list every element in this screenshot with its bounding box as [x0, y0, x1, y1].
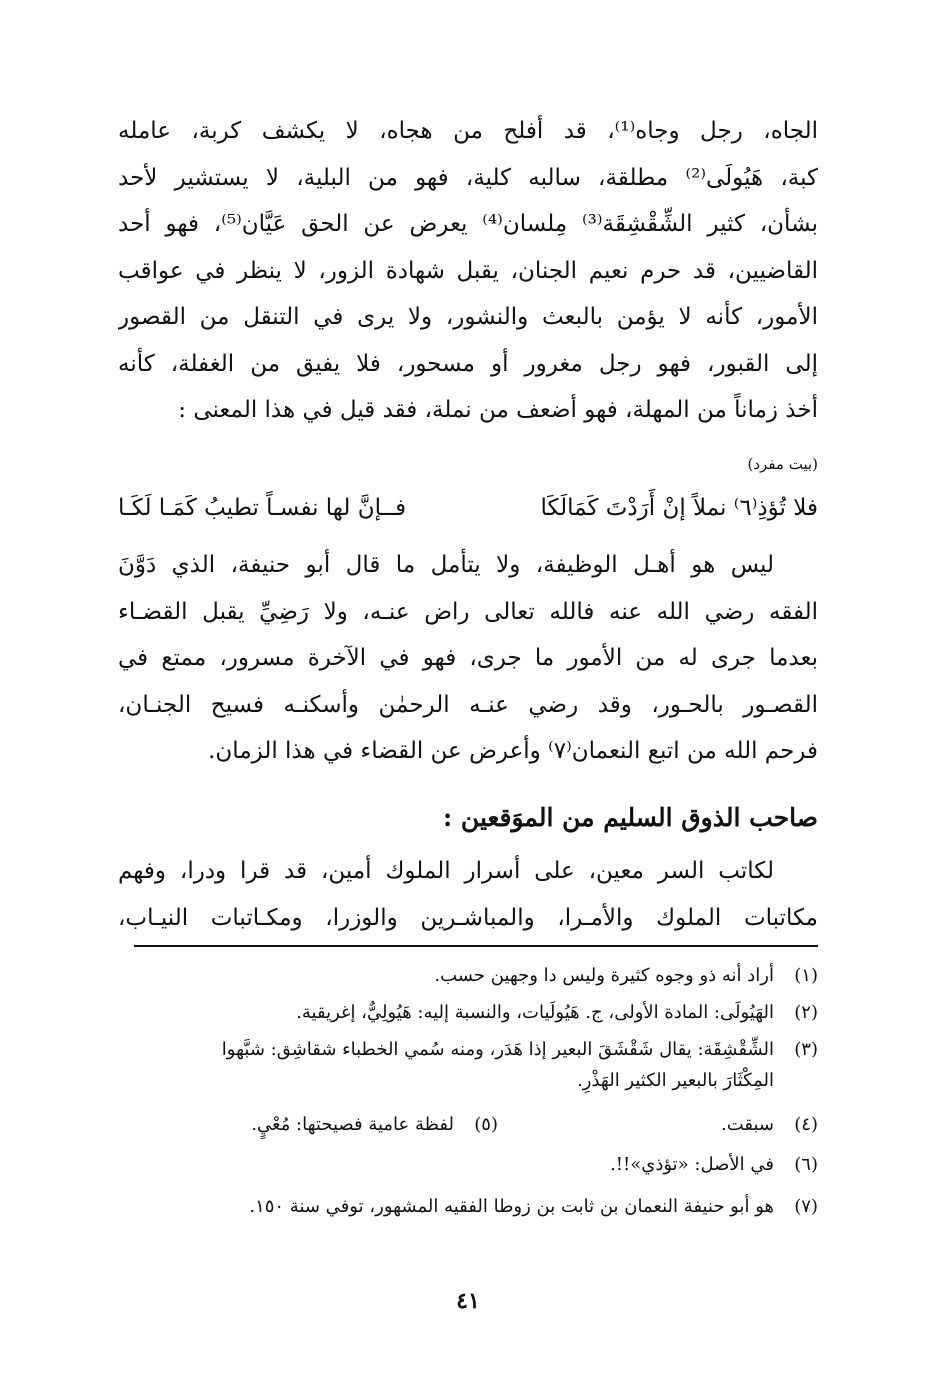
third-paragraph	[118, 848, 818, 941]
footnote-text: لفظة عامية فصيحتها: مُعْيٍ.	[251, 1114, 454, 1135]
text-line: فرحم الله من اتبع النعمان⁽٧⁾ وأعرض عن القضاء في هذا الزمان.	[208, 738, 818, 764]
footnote-text: هو أبو حنيفة النعمان بن ثابت بن زوطا الفقيه المشهور، توفي سنة ١٥٠.	[249, 1196, 774, 1217]
footnote-separator	[134, 945, 818, 947]
verse-meter-label: (بيت مفرد)	[747, 455, 818, 473]
footnote-number: (٢)	[794, 1002, 818, 1023]
footnote-7	[118, 1191, 818, 1222]
page-number: ٤١	[456, 1288, 480, 1314]
footnote-number: (٤)	[794, 1114, 818, 1135]
footnote-6	[118, 1149, 818, 1180]
footnote-4	[498, 1109, 818, 1140]
footnote-5	[251, 1109, 498, 1140]
text-line: مكاتبات الملوك والأمـرا، والمباشـرين والوزرا، ومكـاتبات النيـاب،	[118, 904, 818, 931]
footnote-number: (٣)	[794, 1039, 818, 1060]
footnote-number: (٧)	[794, 1196, 818, 1217]
footnote-text: أراد أنه ذو وجوه كثيرة وليس دا وجهين حسب.	[434, 965, 774, 986]
footnote-2	[118, 997, 818, 1028]
footnote-text: في الأصل: «تؤذي»!!.	[610, 1154, 774, 1175]
text-line: لكاتب السر معين، على أسرار الملوك أمين، قد قرا ودرا، وفهم	[118, 858, 774, 884]
footnotes	[118, 960, 818, 1222]
poetry-verse	[118, 486, 818, 530]
footnote-3	[118, 1034, 818, 1065]
footnote-text: سبقت.	[720, 1114, 774, 1135]
text-line: بشأن، كثير الشِّقْشِقَة⁽³⁾ مِلسان⁽⁴⁾ يعرض عن الحق عَيَّان⁽⁵⁾، فهو أحد	[118, 211, 818, 237]
text-line: كبة، هَيُولَى⁽²⁾ مطلقة، سالبه كلية، فهو من البلية، لا يستشير لأحد	[118, 164, 818, 191]
footnote-number: (٦)	[794, 1154, 818, 1175]
top-paragraph	[118, 108, 818, 434]
text-line: إلى القبور، فهو رجل مغرور أو مسحور، فلا يفيق من الغفلة، كأنه	[118, 350, 818, 377]
text-line: ليس هو أهـل الوظيفة، ولا يتأمل ما قال أبو حنيفة، الذي دَوَّنَ	[118, 552, 774, 578]
text-line: القصـور بالحـور، وقد رضي عنـه الرحمٰن وأسكنـه فسيح الجنـان،	[118, 691, 818, 718]
text-line: أخذ زماناً من المهلة، فهو أضعف من نملة، فقد قيل في هذا المعنى :	[178, 397, 818, 423]
footnote-text: المِكْثَارَ بالبعير الكثير الهَذْرِ.	[577, 1070, 774, 1091]
footnote-3-continuation	[118, 1065, 818, 1099]
text-line: القاضيين، قد حرم نعيم الجنان، يقبل شهادة الزور، لا ينظر في عواقب	[118, 257, 818, 284]
footnote-1	[118, 960, 818, 991]
verse-second-hemistich: فــإنَّ لها نفسـاً تطيبُ كَمَـا لَكَـا	[118, 495, 407, 521]
text-line: الأمور، كأنه لا يؤمن بالبعث والنشور، ولا يرى في التنقل من القصور	[118, 304, 818, 330]
text-line: الجاه، رجل وجاه⁽¹⁾، قد أفلح من هجاه، لا يكشف كربة، عامله	[118, 118, 818, 144]
section-heading: صاحب الذوق السليم من الموَقعين :	[442, 803, 818, 832]
verse-first-hemistich: فلا تُؤذِ⁽٦⁾ نملاً إنْ أَرَدْتَ كَمَالَكَا	[540, 495, 818, 521]
text-line: بعدما جرى له من الأمور ما جرى، فهو في الآخرة مسرور، ممتع في	[118, 645, 818, 671]
footnote-number: (٥)	[474, 1114, 498, 1135]
second-paragraph	[118, 542, 818, 775]
footnote-number: (١)	[794, 965, 818, 986]
text-line: الفقه رضي الله عنه فالله تعالى راض عنـه، ولا رَضِيِّ يقبل القضـاء	[118, 598, 818, 625]
footnote-text: الهَيُولَى: المادة الأولى، ج. هَيُولَيات، والنسبة إليه: هَيُولِيٌّ، إغريقية.	[296, 1002, 774, 1023]
footnote-text: الشِّقْشِقَة: يقال شَقْشَقَ البعير إذا هَدَر، ومنه سُمي الخطباء شقاشِق: شبَّهوا	[221, 1039, 774, 1060]
footnote-row-4-5	[118, 1109, 818, 1140]
